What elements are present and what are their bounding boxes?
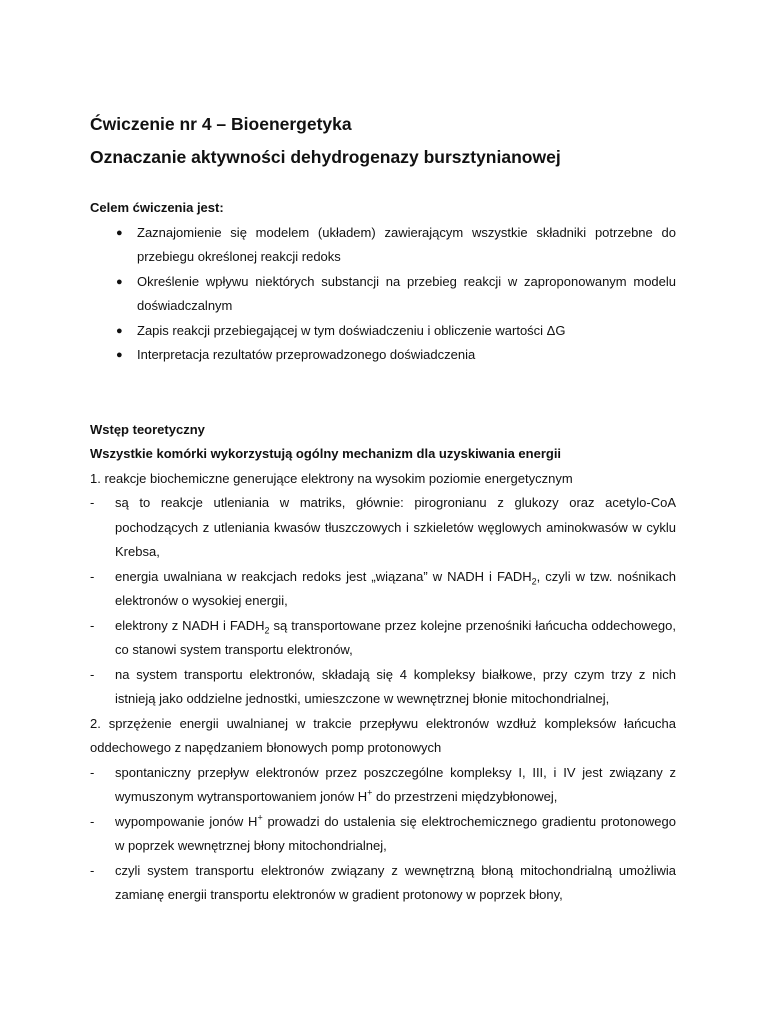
goal-item: ● Określenie wpływu niektórych substancji na przebieg reakcji w zaproponowanym modelu doświadczalnym [90, 270, 676, 319]
goals-heading: Celem ćwiczenia jest: [90, 200, 224, 215]
point-1: 1. reakcje biochemiczne generujące elektrony na wysokim poziomie energetycznym [90, 470, 573, 486]
list-item: - wypompowanie jonów H+ prowadzi do ustalenia się elektrochemicznego gradientu protonowego w poprzek wewnętrznej błony mitochondrialnej, [90, 810, 676, 859]
goal-item: ● Zaznajomienie się modelem (układem) zawierającym wszystkie składniki potrzebne do przebiegu określonej reakcji redoks [90, 221, 676, 270]
document-title: Ćwiczenie nr 4 – Bioenergetyka [90, 114, 352, 134]
dash-icon: - [90, 666, 95, 682]
bullet-icon: ● [116, 349, 123, 361]
intro-lead: Wszystkie komórki wykorzystują ogólny mechanizm dla uzyskiwania energii [90, 446, 562, 461]
list-item: - energia uwalniana w reakcjach redoks jest „wiązana” w NADH i $FADH_2$, czyli w tzw. nośnikach elektronów o wysokiej energii, [90, 565, 676, 614]
dash-icon: - [90, 862, 95, 878]
dash-icon: - [90, 495, 95, 510]
list-item: - są to reakcje utleniania w matriks, głównie: pirogronianu z glukozy oraz acetylo-CoA pochodzących z utleniania kwasów tłuszczowych i szkieletów węglowych aminokwasów w cyklu Krebsa, [90, 491, 676, 565]
list-item: - spontaniczny przepływ elektronów przez poszczególne kompleksy I, III, i IV jest związany z wymuszonym wytransportowaniem jonów H+ do przestrzeni międzybłonowej, [90, 761, 676, 810]
point-1-list [90, 491, 676, 712]
document-subtitle: Oznaczanie aktywności dehydrogenazy bursztynianowej [90, 147, 561, 167]
dash-icon: - [90, 813, 95, 829]
bullet-icon: ● [116, 226, 123, 239]
list-item: - czyli system transportu elektronów związany z wewnętrzną błoną mitochondrialną umożliwia zamianę energii transportu elektronów w gradient protonowy w poprzek błony, [90, 859, 676, 908]
dash-icon: - [90, 764, 95, 780]
point-2: 2. sprzężenie energii uwalnianej w trakcie przepływu elektronów wzdłuż kompleksów łańcucha oddechowego z napędzaniem błonowych pomp protonowych [90, 715, 676, 755]
goals-list [90, 221, 676, 368]
bullet-icon: ● [116, 324, 123, 337]
list-item: - na system transportu elektronów, składają się 4 kompleksy białkowe, przy czym trzy z nich istnieją jako oddzielne jednostki, umieszczone w wewnętrznej błonie mitochondrialnej, [90, 663, 676, 712]
goal-item: ● Interpretacja rezultatów przeprowadzonego doświadczenia [90, 343, 676, 368]
dash-icon: - [90, 568, 95, 584]
list-item: - elektrony z NADH i $FADH_2$ są transportowane przez kolejne przenośniki łańcucha oddechowego, co stanowi system transportu elektronów, [90, 614, 676, 663]
point-2-list [90, 761, 676, 908]
document-content [90, 108, 676, 908]
bullet-icon: ● [116, 275, 123, 288]
goal-item: ● Zapis reakcji przebiegającej w tym doświadczeniu i obliczenie wartości ΔG [90, 319, 676, 344]
dash-icon: - [90, 617, 95, 633]
intro-heading: Wstęp teoretyczny [90, 421, 205, 437]
